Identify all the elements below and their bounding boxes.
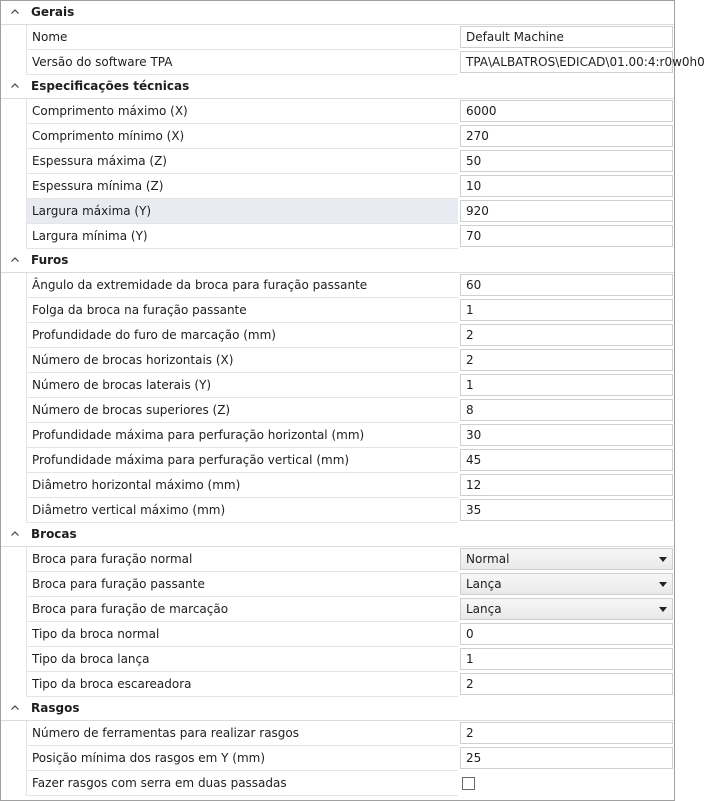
property-value-input[interactable]: 25 (460, 747, 673, 769)
category-label: Rasgos (31, 701, 80, 715)
property-label: Tipo da broca escareadora (26, 672, 458, 697)
property-row[interactable] (1, 373, 674, 398)
property-row[interactable] (1, 498, 674, 523)
category-rasgos[interactable] (1, 697, 674, 721)
property-label: Posição mínima dos rasgos em Y (mm) (26, 746, 458, 771)
property-label: Comprimento máximo (X) (26, 99, 458, 124)
dropdown-arrow-icon[interactable] (659, 582, 667, 587)
property-label: Espessura máxima (Z) (26, 149, 458, 174)
property-row[interactable] (1, 746, 674, 771)
property-value-input[interactable]: 2 (460, 349, 673, 371)
property-label: Número de brocas laterais (Y) (26, 373, 458, 398)
property-label: Número de ferramentas para realizar rasgos (26, 721, 458, 746)
property-value-input[interactable]: 1 (460, 299, 673, 321)
property-row[interactable] (1, 721, 674, 746)
property-label: Nome (26, 25, 458, 50)
property-row[interactable] (1, 174, 674, 199)
dropdown-selected-value: Lança (466, 577, 502, 591)
property-row[interactable] (1, 423, 674, 448)
chevron-up-icon[interactable] (9, 6, 21, 18)
property-value-input[interactable]: 12 (460, 474, 673, 496)
property-value-input[interactable]: 0 (460, 623, 673, 645)
property-label: Espessura mínima (Z) (26, 174, 458, 199)
property-value-input[interactable]: 70 (460, 225, 673, 247)
property-row[interactable] (1, 398, 674, 423)
property-row[interactable] (1, 50, 705, 75)
property-value-input[interactable]: 6000 (460, 100, 673, 122)
chevron-up-icon[interactable] (9, 528, 21, 540)
property-value-input[interactable]: 1 (460, 374, 673, 396)
property-row[interactable] (1, 149, 674, 174)
property-row[interactable] (1, 25, 674, 50)
category-especificacoes-tecnicas[interactable] (1, 75, 674, 99)
category-gerais[interactable] (1, 1, 674, 25)
dropdown-arrow-icon[interactable] (659, 557, 667, 562)
property-value-input[interactable]: 50 (460, 150, 673, 172)
property-row[interactable] (1, 124, 674, 149)
property-label: Broca para furação normal (26, 547, 458, 572)
property-value-input[interactable]: 60 (460, 274, 673, 296)
property-value-input[interactable]: 10 (460, 175, 673, 197)
property-row[interactable] (1, 298, 674, 323)
category-label: Brocas (31, 527, 77, 541)
property-label: Diâmetro horizontal máximo (mm) (26, 473, 458, 498)
property-value-input[interactable]: 920 (460, 200, 673, 222)
category-furos[interactable] (1, 249, 674, 273)
property-label: Profundidade máxima para perfuração horizontal (mm) (26, 423, 458, 448)
dropdown-selected-value: Lança (466, 602, 502, 616)
dropdown-arrow-icon[interactable] (659, 607, 667, 612)
property-row[interactable] (1, 323, 674, 348)
dropdown-selected-value: Normal (466, 552, 510, 566)
chevron-up-icon[interactable] (9, 80, 21, 92)
property-row[interactable] (1, 273, 674, 298)
property-label: Ângulo da extremidade da broca para furação passante (26, 273, 458, 298)
property-label: Tipo da broca normal (26, 622, 458, 647)
property-label: Diâmetro vertical máximo (mm) (26, 498, 458, 523)
property-label: Versão do software TPA (26, 50, 458, 75)
property-row[interactable] (1, 647, 674, 672)
property-value-input[interactable]: Default Machine (460, 26, 673, 48)
property-label: Comprimento mínimo (X) (26, 124, 458, 149)
property-label: Profundidade do furo de marcação (mm) (26, 323, 458, 348)
property-row[interactable] (1, 348, 674, 373)
property-label: Fazer rasgos com serra em duas passadas (26, 771, 458, 796)
property-value-dropdown[interactable] (460, 548, 673, 570)
property-value-input[interactable]: 2 (460, 324, 673, 346)
property-row[interactable] (1, 572, 674, 597)
property-value-input[interactable]: 1 (460, 648, 673, 670)
property-label: Broca para furação de marcação (26, 597, 458, 622)
property-value-input[interactable]: 2 (460, 673, 673, 695)
property-label: Tipo da broca lança (26, 647, 458, 672)
chevron-up-icon[interactable] (9, 702, 21, 714)
property-label: Largura mínima (Y) (26, 224, 458, 249)
property-label: Profundidade máxima para perfuração vertical (mm) (26, 448, 458, 473)
property-row[interactable] (1, 597, 674, 622)
property-value-dropdown[interactable] (460, 598, 673, 620)
property-row[interactable] (1, 224, 674, 249)
property-value-input[interactable]: 30 (460, 424, 673, 446)
property-row[interactable] (1, 99, 674, 124)
property-value-dropdown[interactable] (460, 573, 673, 595)
category-brocas[interactable] (1, 523, 674, 547)
property-row[interactable] (1, 448, 674, 473)
property-row[interactable] (1, 622, 674, 647)
category-label: Furos (31, 253, 69, 267)
property-value-input[interactable]: 45 (460, 449, 673, 471)
property-label: Broca para furação passante (26, 572, 458, 597)
chevron-up-icon[interactable] (9, 254, 21, 266)
property-value-input[interactable]: 270 (460, 125, 673, 147)
property-label: Número de brocas superiores (Z) (26, 398, 458, 423)
property-value-input[interactable]: 8 (460, 399, 673, 421)
property-label: Largura máxima (Y) (26, 199, 458, 224)
property-label: Folga da broca na furação passante (26, 298, 458, 323)
property-value-input[interactable]: TPA\ALBATROS\EDICAD\01.00:4:r0w0h0 (460, 51, 673, 73)
property-value-input[interactable]: 35 (460, 499, 673, 521)
property-value-input[interactable]: 2 (460, 722, 673, 744)
property-row[interactable] (1, 672, 674, 697)
category-label: Especificações técnicas (31, 79, 190, 93)
property-label: Número de brocas horizontais (X) (26, 348, 458, 373)
property-row[interactable] (1, 771, 674, 796)
property-value-checkbox[interactable] (462, 777, 475, 790)
property-row[interactable] (1, 199, 674, 224)
property-row[interactable] (1, 473, 674, 498)
property-row[interactable] (1, 547, 674, 572)
category-label: Gerais (31, 5, 75, 19)
